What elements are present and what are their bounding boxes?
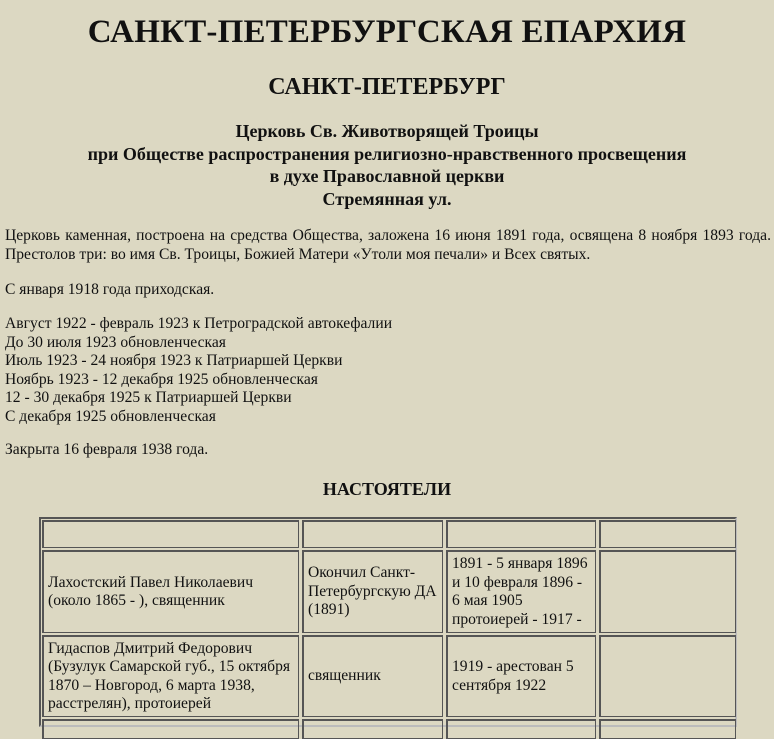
- table-row-partial: [42, 719, 299, 739]
- city-title: САНКТ-ПЕТЕРБУРГ: [268, 74, 506, 100]
- rector-education-cell: священник: [302, 635, 443, 717]
- church-title: [0, 120, 774, 210]
- history-line: Июль 1923 - 24 ноября 1923 к Патриаршей Церкви: [5, 352, 343, 369]
- rector-period-cell: 1891 - 5 января 1896 и 10 февраля 1896 - 6 мая 1905 протоиерей - 1917 -: [446, 550, 596, 633]
- table-header-cell: [446, 520, 596, 548]
- table-row-partial: [599, 719, 736, 739]
- table-header-cell: [42, 520, 299, 548]
- church-title-line: в духе Православной церкви: [269, 166, 505, 186]
- intro-paragraph: Церковь каменная, построена на средства Общества, заложена 16 июня 1891 года, освящена 8 ноября 1893 года. Престолов три: во имя Св. Троицы, Божией Матери «Утоли моя печали» и Всех святых.: [5, 227, 771, 263]
- diocese-title: САНКТ-ПЕТЕРБУРГСКАЯ ЕПАРХИЯ: [87, 14, 687, 50]
- church-title-line: Церковь Св. Животворящей Троицы: [235, 121, 539, 141]
- history-line: С декабря 1925 обновленческая: [5, 407, 216, 425]
- church-title-line: Стремянная ул.: [322, 188, 452, 209]
- history-line: 12 - 30 декабря 1925 к Патриаршей Церкви: [5, 389, 292, 406]
- history-line: До 30 июля 1923 обновленческая: [5, 333, 226, 351]
- table-row-partial: [446, 719, 596, 739]
- rector-name-cell: Гидаспов Дмитрий Федорович (Бузулук Самарской губ., 15 октября 1870 – Новгород, 6 марта 1938, расстрелян), протоиерей: [42, 635, 299, 717]
- rector-note-cell: [599, 550, 736, 633]
- closed-note: Закрыта 16 февраля 1938 года.: [5, 441, 209, 458]
- parish-status: С января 1918 года приходская.: [5, 281, 215, 298]
- rector-period-cell: 1919 - арестован 5 сентября 1922: [446, 635, 596, 717]
- rector-note-cell: [599, 635, 736, 717]
- table-header-cell: [599, 520, 736, 548]
- rector-name-cell: Лахостский Павел Николаевич (около 1865 - ), священник: [42, 550, 299, 633]
- history-line: Август 1922 - февраль 1923 к Петроградской автокефалии: [5, 315, 393, 332]
- rectors-table: [39, 517, 737, 727]
- rectors-title: НАСТОЯТЕЛИ: [322, 479, 452, 499]
- table-header-cell: [302, 520, 443, 548]
- history-list: [5, 315, 392, 426]
- table-row-partial: [302, 719, 443, 739]
- church-title-line: при Обществе распространения религиозно-нравственного просвещения: [87, 143, 687, 164]
- history-line: Ноябрь 1923 - 12 декабря 1925 обновленческая: [5, 370, 318, 388]
- rector-education-cell: Окончил Санкт-Петербургскую ДА (1891): [302, 550, 443, 633]
